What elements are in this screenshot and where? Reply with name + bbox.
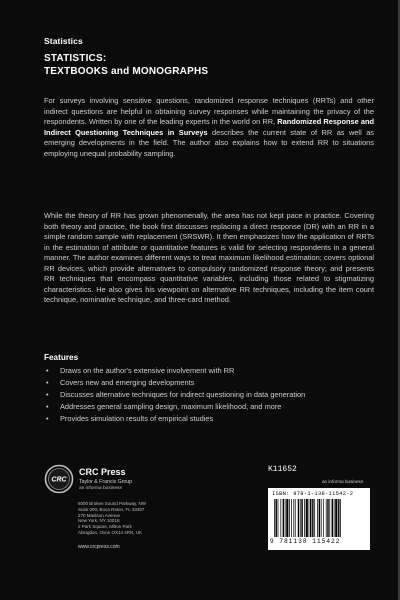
description-paragraph-1 [44,96,374,159]
publisher-website[interactable]: www.crcpress.com [78,544,120,550]
address-line: 6000 Broken Sound Parkway, NW [78,501,146,506]
features-list [44,366,374,425]
isbn-text: ISBN: 978-1-138-11542-2 [272,491,354,497]
bullet-icon: • [46,377,49,387]
feature-item [44,366,374,376]
barcode-panel [268,488,370,550]
feature-text: Provides simulation results of empirical studies [60,413,214,423]
bullet-icon: • [46,401,49,411]
publisher-informa: an informa business [79,486,122,491]
feature-item [44,378,374,388]
feature-text: Covers new and emerging developments [60,377,195,387]
para1-text-a: For surveys involving sensitive questions, randomized response techniques (RRTs) and other indirect questions are helpful in obtaining survey responses while maintaining the privacy of the respondents. Written by one of the leading experts in the world on RR, [44,96,374,126]
para1-text-b: describes the current state of RR as well as emerging developments in the field. The author also explains how to extend RR to situations employing unequal probability sampling. [44,127,374,158]
feature-item [44,414,374,424]
publisher-group: Taylor & Francis Group [79,479,133,485]
feature-text: Addresses general sampling design, maximum likelihood, and more [60,401,282,411]
bullet-icon: • [46,389,49,399]
crc-press-logo-icon [44,464,74,494]
crc-logo-text: CRC [51,476,67,484]
series-title-line1: STATISTICS: [44,53,107,64]
address-line: 270 Madison Avenue [78,512,120,518]
bullet-icon: • [46,413,49,423]
address-line: 2 Park Square, Milton Park [78,524,132,530]
subject-label: Statistics [44,36,83,46]
address-line: Suite 300, Boca Raton, FL 33487 [78,506,145,512]
description-paragraph-2: While the theory of RR has grown phenomenally, the area has not kept pace in practice. Covering both theory and practice, the book first discusses replacing a direct response (DR) with an RR in a simple random sample with replacement (SRSWR). It then emphasizes how the application of RRTs in the estimation of attribute or quantitative features is valid for selecting respondents in a general manner. The author examines different ways to treat maximum likelihood estimation; covers optional RR devices, which provide alternatives to compulsory randomized response theory; and presents RR techniques that encompass quantitative variables, including those related to stigmatizing characteristics. He also gives his viewpoint on alternative RR techniques, including the item count technique, nominative technique, and three-card method. [44,211,374,304]
series-title-line2: TEXTBOOKS and MONOGRAPHS [44,66,209,77]
barcode-digits: 9 781138 115422 [270,538,341,545]
stock-code: K11652 [268,465,297,474]
barcode-icon [274,499,364,537]
feature-text: Draws on the author's extensive involvement with RR [60,366,235,375]
features-heading: Features [44,353,79,362]
book-title-bold: Randomized Response and Indirect Questioning Techniques in Surveys [44,117,374,137]
address-line: Abingdon, Oxon OX14 4RN, UK [78,529,143,535]
feature-item [44,390,374,400]
feature-item [44,402,374,412]
informa-business-label: an informa business [322,479,364,484]
bullet-icon: • [46,366,49,375]
address-line: New York, NY 10016 [78,518,120,524]
publisher-name: CRC Press [79,467,126,477]
publisher-addresses [78,501,146,536]
feature-text: Discusses alternative techniques for indirect questioning in data generation [60,389,306,399]
